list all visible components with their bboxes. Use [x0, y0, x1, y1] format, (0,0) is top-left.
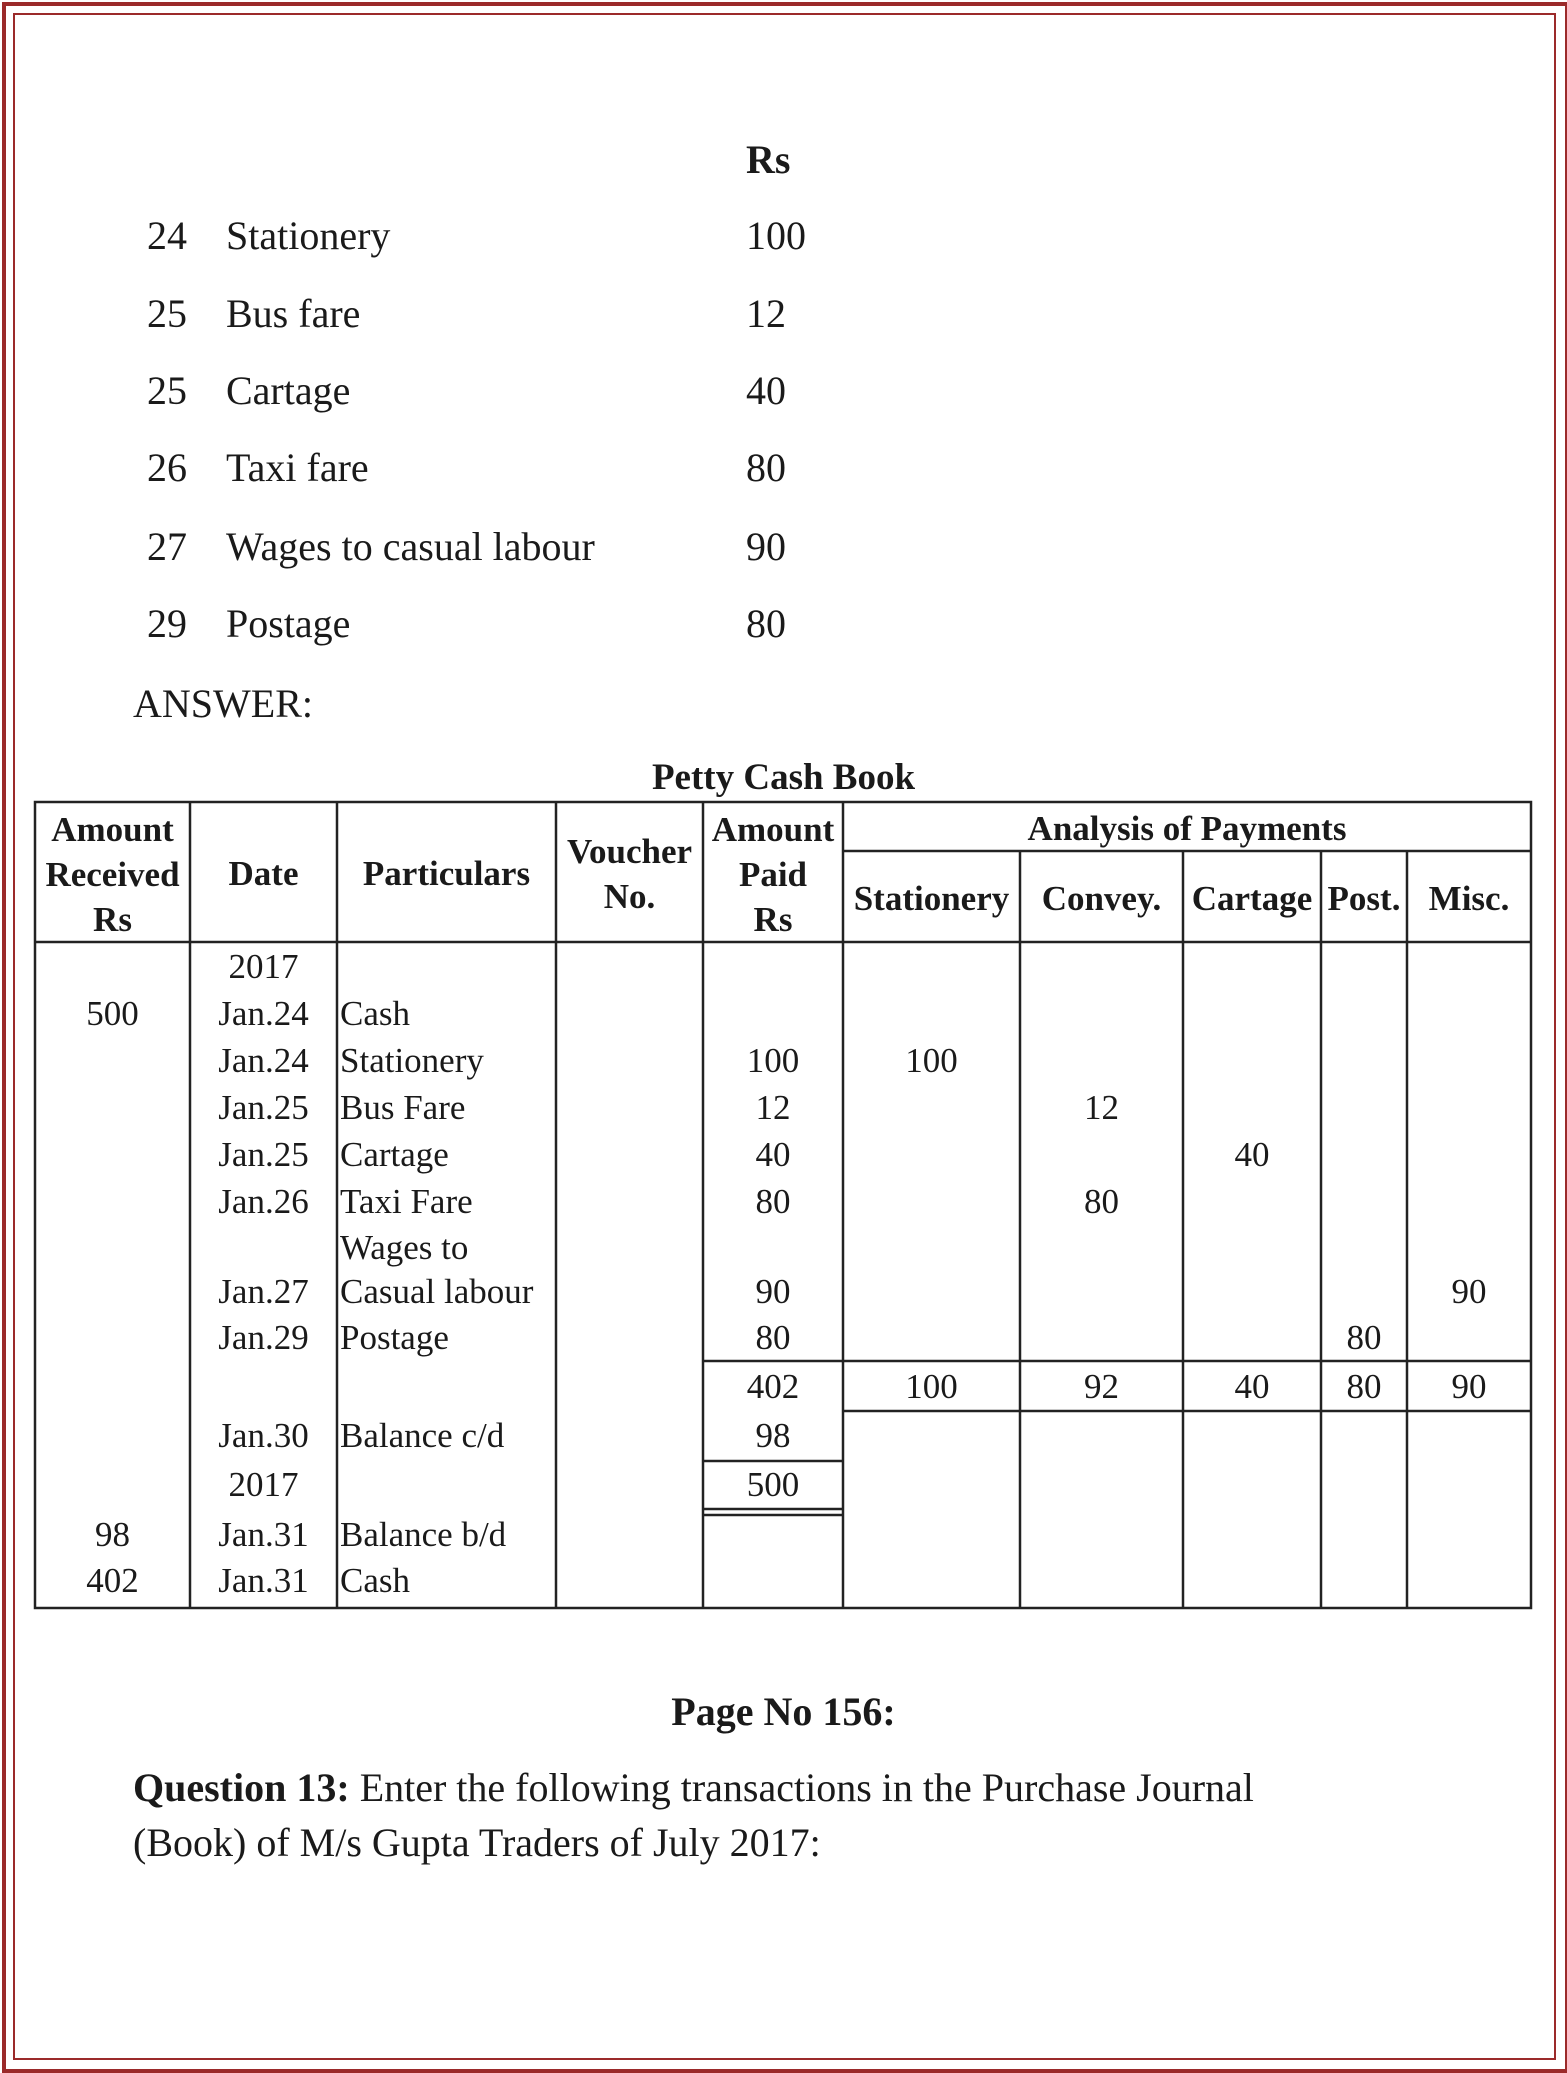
expenses-currency-header: Rs [746, 137, 791, 182]
cell-cartage: 40 [1234, 1135, 1270, 1174]
expense-day: 25 [147, 368, 187, 413]
cell-post: 80 [1346, 1367, 1382, 1406]
cell-paid: 12 [755, 1088, 791, 1127]
cell-date: Jan.25 [218, 1088, 309, 1127]
cell-date: 2017 [228, 947, 299, 986]
cell-particulars: Postage [340, 1318, 449, 1357]
cell-date: 2017 [228, 1465, 299, 1504]
cell-particulars: Wages to [340, 1228, 469, 1267]
header-analysis-of-payments: Analysis of Payments [1027, 809, 1347, 848]
expense-item: Taxi fare [226, 445, 369, 490]
expense-item: Wages to casual labour [226, 524, 595, 569]
cell-date: Jan.30 [218, 1416, 309, 1455]
cell-particulars: Bus Fare [340, 1088, 466, 1127]
cell-misc: 90 [1451, 1367, 1487, 1406]
header-misc: Misc. [1428, 879, 1510, 918]
cell-convey: 80 [1084, 1182, 1119, 1221]
cell-date: Jan.24 [218, 994, 309, 1033]
cell-received: 98 [95, 1515, 130, 1554]
expense-amount: 100 [746, 213, 806, 258]
expense-amount: 90 [746, 524, 786, 569]
cell-particulars: Cash [340, 1561, 410, 1600]
header-voucher [556, 829, 703, 919]
cell-received: 500 [86, 994, 139, 1033]
expense-item: Stationery [226, 213, 391, 258]
header-received-line1: Amount [51, 810, 174, 849]
cell-date: Jan.25 [218, 1135, 309, 1174]
expense-item: Bus fare [226, 291, 361, 336]
question-text-line1: Enter the following transactions in the Purchase Journal [349, 1765, 1254, 1810]
expense-day: 24 [147, 213, 187, 258]
header-stationery: Stationery [853, 879, 1010, 918]
expense-day: 25 [147, 291, 187, 336]
cell-paid: 402 [746, 1367, 800, 1406]
question-label: Question 13: [133, 1765, 350, 1810]
cell-date: Jan.31 [218, 1561, 309, 1600]
cell-paid: 90 [755, 1272, 791, 1311]
header-amount-received [35, 807, 190, 942]
cell-date: Jan.27 [218, 1272, 309, 1311]
header-date: Date [228, 854, 299, 893]
header-paid-line2: Paid [738, 855, 808, 894]
header-particulars: Particulars [362, 854, 531, 893]
cell-stationery: 100 [905, 1041, 958, 1080]
expense-day: 26 [147, 445, 187, 490]
question-line-1 [133, 1764, 1254, 1811]
cell-paid: 100 [746, 1041, 800, 1080]
answer-label: ANSWER: [133, 681, 313, 726]
cell-date: Jan.24 [218, 1041, 309, 1080]
header-convey: Convey. [1041, 879, 1162, 918]
expense-amount: 80 [746, 601, 786, 646]
cell-paid: 80 [755, 1318, 791, 1357]
cell-post: 80 [1346, 1318, 1382, 1357]
cell-received: 402 [86, 1561, 139, 1600]
expense-amount: 80 [746, 445, 786, 490]
table-title: Petty Cash Book [651, 757, 916, 798]
cell-particulars: Balance b/d [340, 1515, 507, 1554]
header-voucher-line2: No. [603, 877, 656, 916]
question-text-line2: (Book) of M/s Gupta Traders of July 2017: [133, 1820, 821, 1865]
expense-item: Postage [226, 601, 351, 646]
cell-paid: 500 [746, 1465, 800, 1504]
page-number: Page No 156: [671, 1689, 896, 1734]
cell-particulars: Cartage [340, 1135, 449, 1174]
cell-convey: 12 [1084, 1088, 1119, 1127]
header-amount-paid [703, 807, 843, 942]
cell-particulars: Cash [340, 994, 410, 1033]
expense-day: 27 [147, 524, 187, 569]
header-cartage: Cartage [1191, 879, 1313, 918]
cell-particulars: Balance c/d [340, 1416, 505, 1455]
cell-paid: 40 [755, 1135, 791, 1174]
header-paid-line1: Amount [711, 810, 835, 849]
header-received-line3: Rs [93, 900, 132, 939]
expense-amount: 12 [746, 291, 786, 336]
header-paid-line3: Rs [753, 900, 793, 939]
cell-date: Jan.29 [218, 1318, 309, 1357]
cell-particulars: Taxi Fare [340, 1182, 473, 1221]
header-voucher-line1: Voucher [566, 832, 693, 871]
cell-stationery: 100 [905, 1367, 958, 1406]
cell-misc: 90 [1451, 1272, 1487, 1311]
expense-amount: 40 [746, 368, 786, 413]
cell-paid: 98 [755, 1416, 791, 1455]
cell-particulars: Stationery [340, 1041, 484, 1080]
header-received-line2: Received [45, 855, 180, 894]
cell-date: Jan.26 [218, 1182, 309, 1221]
cell-convey: 92 [1084, 1367, 1119, 1406]
cell-cartage: 40 [1234, 1367, 1270, 1406]
expense-day: 29 [147, 601, 187, 646]
cell-date: Jan.31 [218, 1515, 309, 1554]
cell-particulars: Casual labour [340, 1272, 534, 1311]
header-post: Post. [1327, 879, 1401, 918]
cell-paid: 80 [755, 1182, 791, 1221]
expense-item: Cartage [226, 368, 351, 413]
